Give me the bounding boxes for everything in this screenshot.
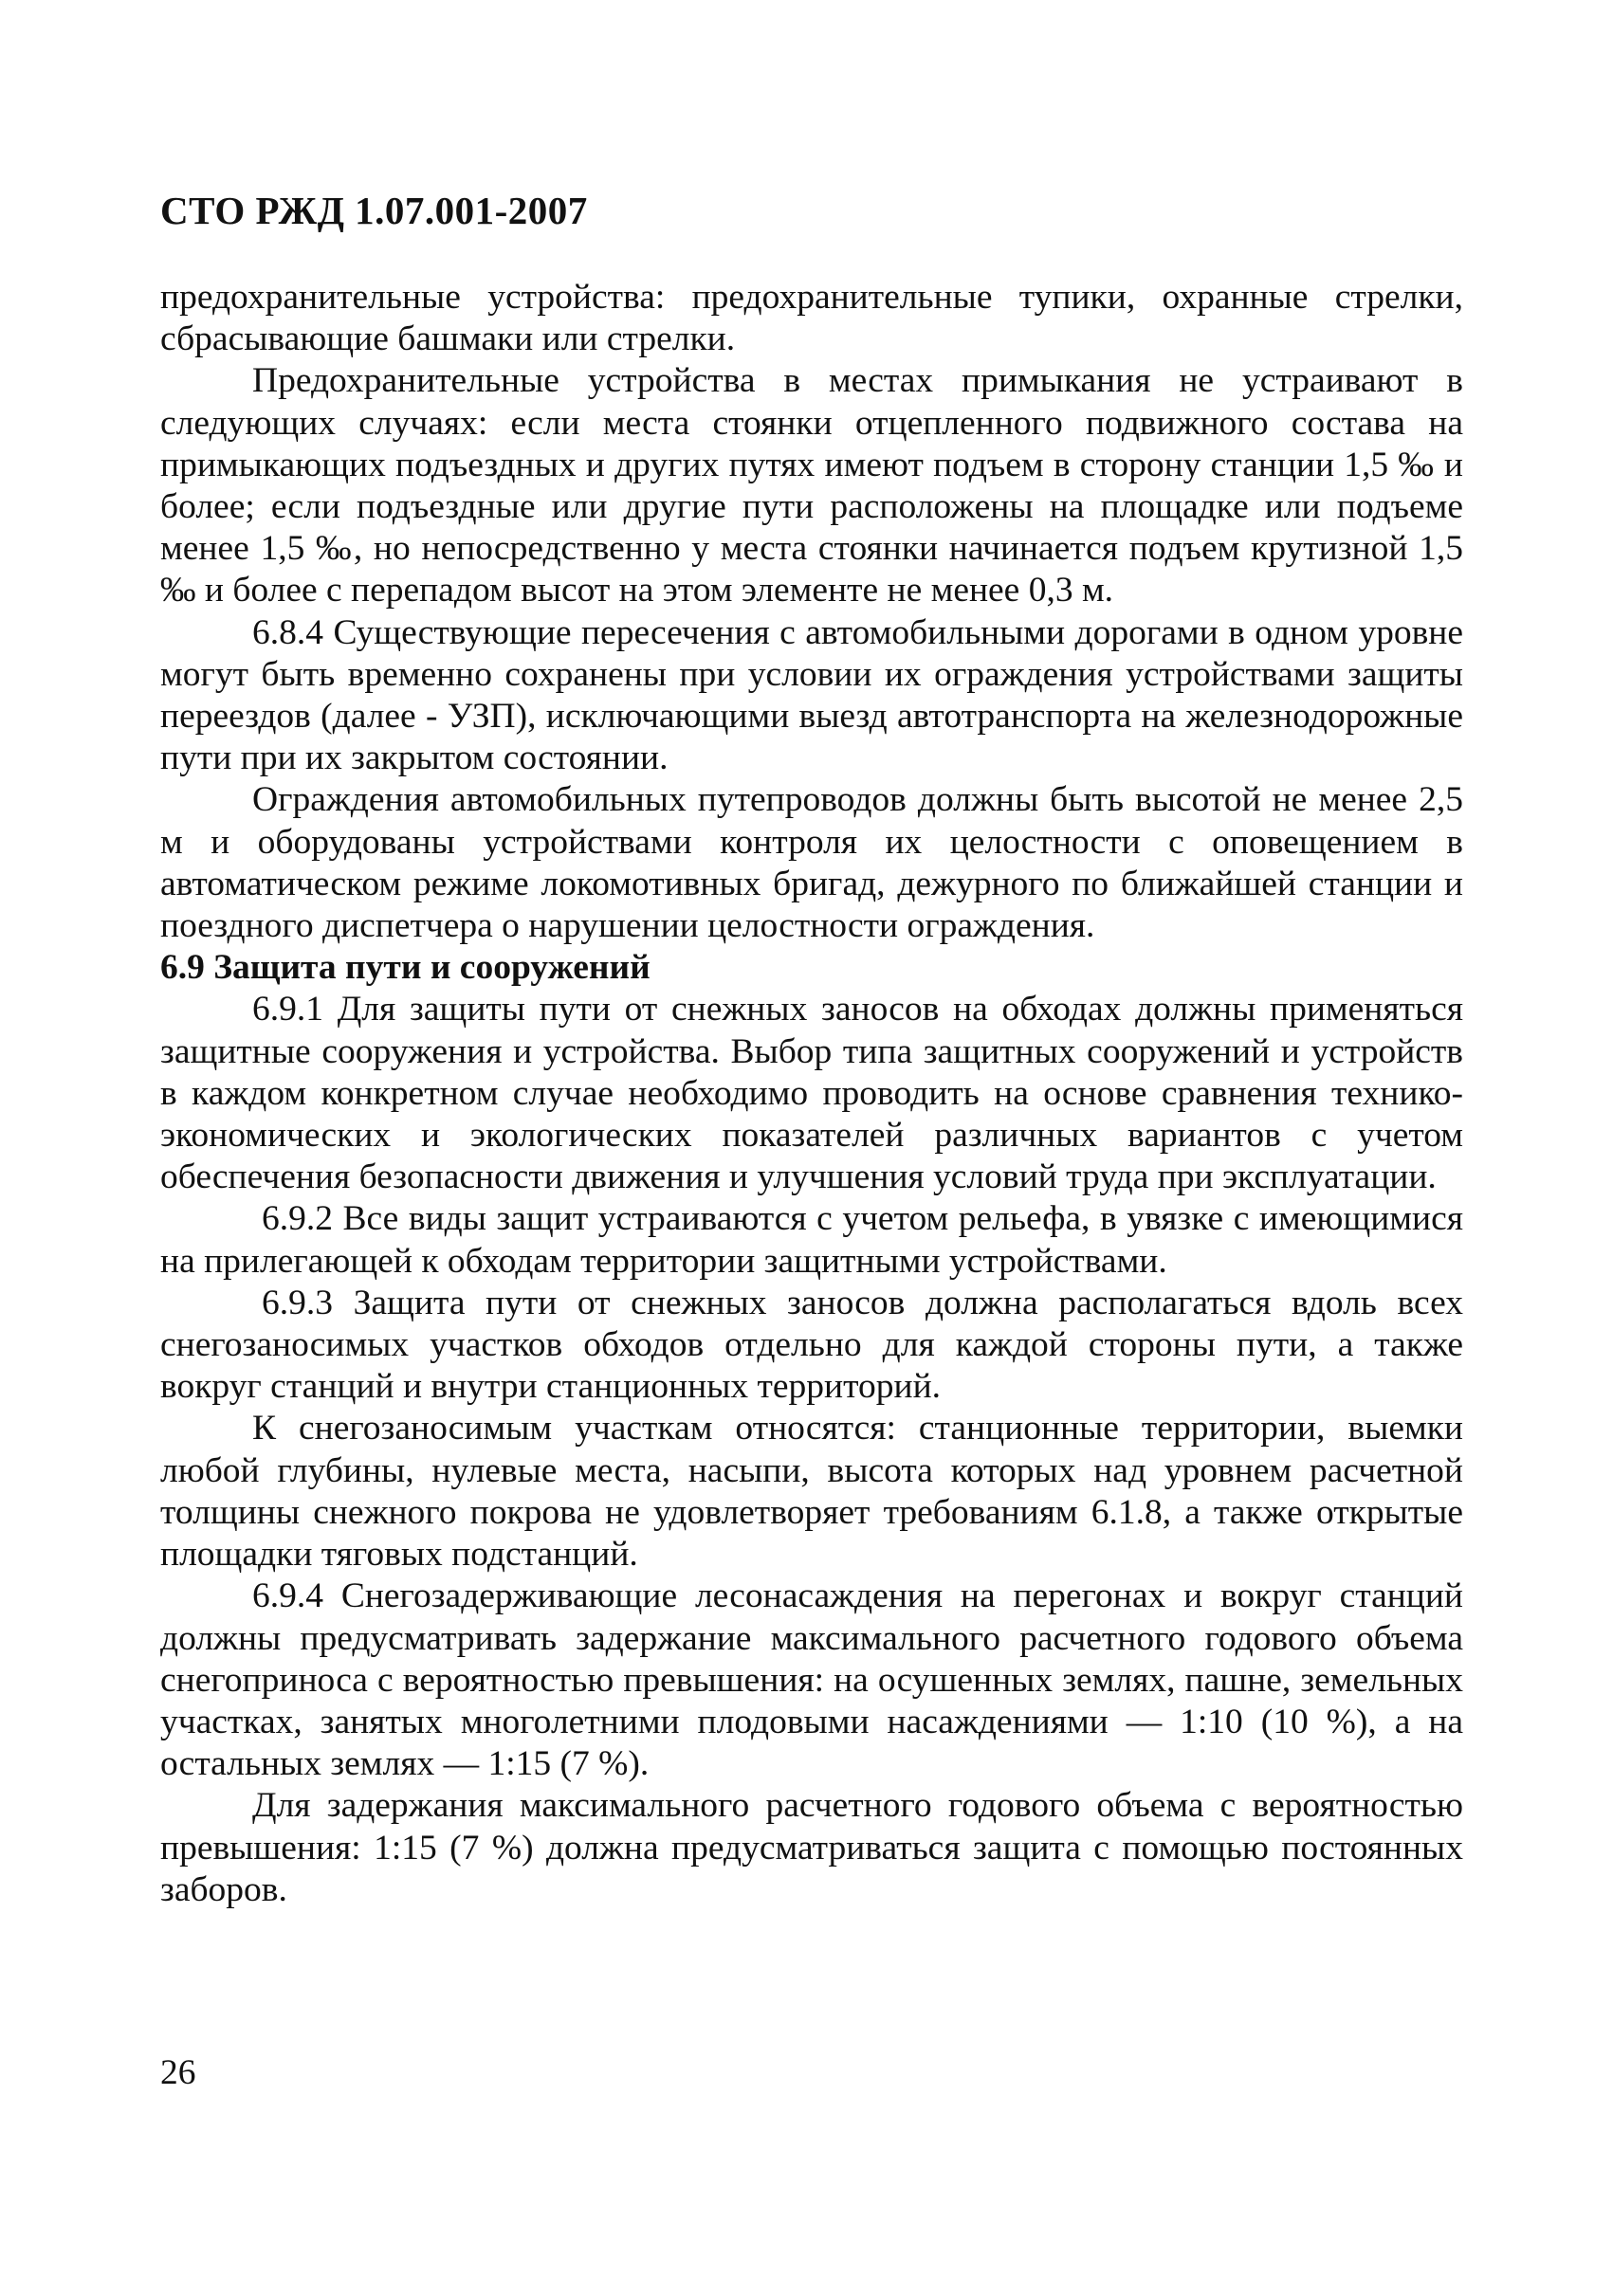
document-body xyxy=(160,277,1463,1911)
document-code-header: СТО РЖД 1.07.001-2007 xyxy=(160,189,588,232)
paragraph-6-9-1: 6.9.1 Для защиты пути от снежных заносов на обходах должны применяться защитные сооружения и устройства. Выбор типа защитных сооружений и устройств в каждом конкретном случае необходимо проводить на основе сравнения технико-экономических и экологических показателей различных вариантов с учетом обеспечения безопасности движения и улучшения условий труда при эксплуатации. xyxy=(160,990,1463,1197)
paragraph-safety-devices-exceptions: Предохранительные устройства в местах примыкания не устраивают в следующих случаях: если места стоянки отцепленного подвижного состава на примыкающих подъездных и других путях имеют подъем в сторону станции 1,5 ‰ и более; если подъездные или другие пути расположены на площадке или подъеме менее 1,5 ‰, но непосредственно у места стоянки начинается подъем крутизной 1,5 ‰ и более с перепадом высот на этом элементе не менее 0,3 м. xyxy=(160,361,1463,610)
paragraph-overpass-fencing: Ограждения автомобильных путепроводов должны быть высотой не менее 2,5 м и оборудованы устройствами контроля их целостности с оповещением в автоматическом режиме локомотивных бригад, дежурного по ближайшей станции и поездного диспетчера о нарушении целостности ограждения. xyxy=(160,780,1463,946)
paragraph-6-9-3: 6.9.3 Защита пути от снежных заносов должна располагаться вдоль всех снегозаносимых участков обходов отдельно для каждой стороны пути, а также вокруг станций и внутри станционных территорий. xyxy=(160,1283,1463,1407)
section-heading-6-9: 6.9 Защита пути и сооружений xyxy=(160,948,651,988)
paragraph-6-9-2: 6.9.2 Все виды защит устраиваются с учетом рельефа, в увязке с имеющимися на прилегающей к обходам территории защитными устройствами. xyxy=(160,1199,1463,1281)
paragraph-permanent-fences: Для задержания максимального расчетного годового объема с вероятностью превышения: 1:15 (7 %) должна предусматриваться защита с помощью постоянных заборов. xyxy=(160,1786,1463,1909)
paragraph-6-8-4: 6.8.4 Существующие пересечения с автомобильными дорогами в одном уровне могут быть временно сохранены при условии их ограждения устройствами защиты переездов (далее - УЗП), исключающими выезд автотранспорта на железнодорожные пути при их закрытом состоянии. xyxy=(160,612,1463,778)
paragraph-snow-drift-sections: К снегозаносимым участкам относятся: станционные территории, выемки любой глубины, нулевые места, насыпи, высота которых над уровнем расчетной толщины снежного покрова не удовлетворяет требованиям 6.1.8, а также открытые площадки тяговых подстанций. xyxy=(160,1409,1463,1575)
paragraph-6-9-4: 6.9.4 Снегозадерживающие лесонасаждения на перегонах и вокруг станций должны предусматривать задержание максимального расчетного годового объема снегоприноса с вероятностью превышения: на осушенных землях, пашне, земельных участках, занятых многолетними плодовыми насаждениями — 1:10 (10 %), а на остальных землях — 1:15 (7 %). xyxy=(160,1576,1463,1784)
page-number: 26 xyxy=(160,2053,196,2092)
paragraph-safety-devices-continued: предохранительные устройства: предохранительные тупики, охранные стрелки, сбрасывающие башмаки или стрелки. xyxy=(160,278,1463,359)
